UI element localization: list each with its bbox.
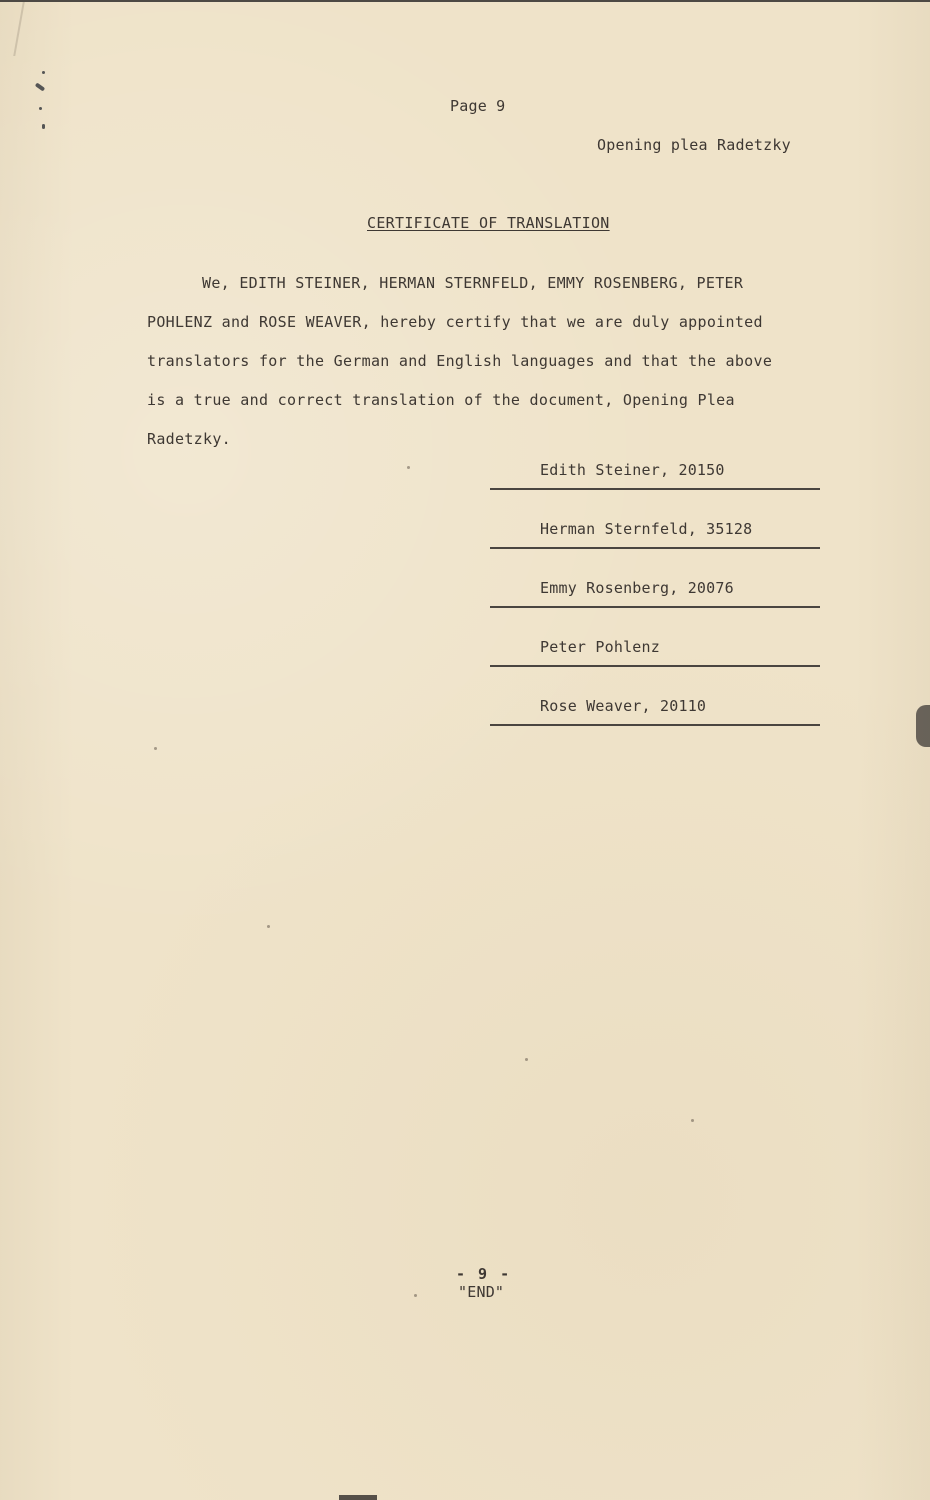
signature-name-3: Emmy Rosenberg, 20076 — [540, 579, 734, 597]
signature-line-2 — [490, 517, 820, 549]
page-label: Page 9 — [450, 97, 506, 115]
paper-speck — [691, 1119, 694, 1122]
document-name: Opening plea Radetzky — [597, 136, 791, 154]
signature-name-1: Edith Steiner, 20150 — [540, 461, 725, 479]
folded-corner — [0, 2, 25, 56]
signature-name-4: Peter Pohlenz — [540, 638, 660, 656]
paper-speck — [267, 925, 270, 928]
signature-line-5 — [490, 694, 820, 726]
bottom-edge-mark — [339, 1495, 377, 1500]
signature-name-2: Herman Sternfeld, 35128 — [540, 520, 753, 538]
paper-speck — [407, 466, 410, 469]
footer-end-mark: "END" — [458, 1283, 505, 1301]
signature-name-5: Rose Weaver, 20110 — [540, 697, 707, 715]
certificate-title: CERTIFICATE OF TRANSLATION — [367, 214, 610, 232]
footer-page-number: - 9 - — [456, 1265, 512, 1283]
certificate-line-4: is a true and correct translation of the document, Opening Plea — [147, 391, 735, 409]
signature-line-1 — [490, 458, 820, 490]
certificate-line-2: POHLENZ and ROSE WEAVER, hereby certify that we are duly appointed — [147, 313, 763, 331]
paper-speck — [154, 747, 157, 750]
certificate-line-3: translators for the German and English languages and that the above — [147, 352, 773, 370]
paper-edge-tab — [916, 705, 930, 747]
paper-speck — [525, 1058, 528, 1061]
margin-marks — [33, 67, 51, 132]
paper-speck — [414, 1294, 417, 1297]
certificate-line-1: We, EDITH STEINER, HERMAN STERNFELD, EMMY ROSENBERG, PETER — [202, 274, 744, 292]
signature-line-4 — [490, 635, 820, 667]
signature-line-3 — [490, 576, 820, 608]
certificate-line-5: Radetzky. — [147, 430, 231, 448]
